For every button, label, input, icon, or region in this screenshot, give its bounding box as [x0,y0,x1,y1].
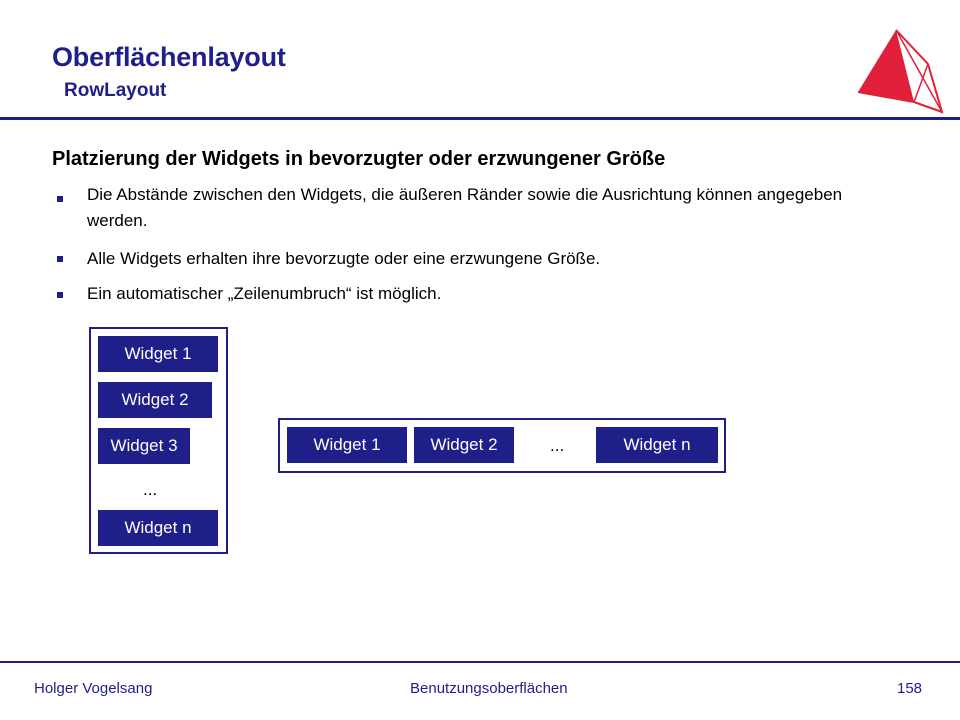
vertical-widget-3: Widget 3 [98,428,190,464]
vertical-widget-n: Widget n [98,510,218,546]
slide-title: Oberflächenlayout [52,42,286,72]
horizontal-widget-2: Widget 2 [414,427,514,463]
page-number: 158 [897,680,923,697]
bullet-square-icon [57,256,63,262]
header-rule [0,117,960,120]
footer-rule [0,661,960,663]
vertical-widget-1: Widget 1 [98,336,218,372]
horizontal-widget-1: Widget 1 [287,427,407,463]
vertical-ellipsis: ... [143,480,158,499]
bullet-text: Ein automatischer „Zeilenumbruch“ ist möglich. [87,284,442,303]
vertical-widget-2: Widget 2 [98,382,212,418]
bullet-text: Die Abstände zwischen den Widgets, die äußeren Ränder sowie die Ausrichtung können angegeben werden. [87,185,843,230]
red-pyramid-logo-icon [854,20,944,120]
horizontal-widget-n: Widget n [596,427,718,463]
bullet-text: Alle Widgets erhalten ihre bevorzugte oder eine erzwungene Größe. [87,249,601,268]
content-heading: Platzierung der Widgets in bevorzugter oder erzwungener Größe [52,148,666,170]
horizontal-ellipsis: ... [550,436,565,455]
bullet-square-icon [57,196,63,202]
bullet-square-icon [57,292,63,298]
footer-course: Benutzungsoberflächen [410,680,568,697]
footer-author: Holger Vogelsang [34,680,153,697]
slide-subtitle: RowLayout [64,80,167,101]
